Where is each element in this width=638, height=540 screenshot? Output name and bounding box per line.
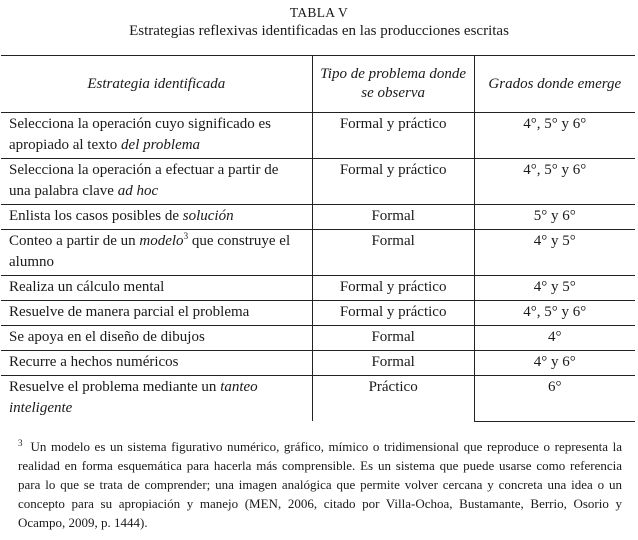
footnote-ref: 3 <box>183 231 189 241</box>
cell-strategy <box>1 326 312 351</box>
cell-grades: 4°, 5° y 6° <box>474 301 635 326</box>
cell-strategy <box>1 276 312 301</box>
strategy-emphasis: tanteo inteligente <box>9 379 258 416</box>
cell-grades: 4°, 5° y 6° <box>474 113 635 159</box>
cell-strategy <box>1 230 312 276</box>
cell-strategy <box>1 159 312 205</box>
header-grades: Grados donde emerge <box>474 56 635 113</box>
strategy-emphasis: solución <box>182 208 234 224</box>
table-header-row <box>1 56 635 113</box>
cell-strategy <box>1 301 312 326</box>
strategy-text: Enlista los casos posibles de <box>9 208 183 224</box>
table-caption <box>0 0 638 40</box>
table-row <box>1 326 635 351</box>
table-row <box>1 351 635 376</box>
cell-problem-type: Formal y práctico <box>312 301 474 326</box>
cell-problem-type: Práctico <box>312 376 474 422</box>
table-row <box>1 301 635 326</box>
table-row <box>1 159 635 205</box>
cell-grades: 4° y 5° <box>474 276 635 301</box>
footnote-text: Un modelo es un sistema figurativo numérico, gráfico, mímico o tridimensional que reproduce o representa la realidad en forma esquemática para hacerla más comprensible. Es un sistema que puede usarse como referencia para lo que se trata de comprender; una imagen analógica que permite volver cercana y concreta una idea o un concepto para su apropiación y manejo (MEN, 2006, citado por Villa-Ochoa, Bustamante, Berrio, Osorio y Ocampo, 2009, p. 1444). <box>18 439 622 530</box>
cell-grades: 5° y 6° <box>474 205 635 230</box>
cell-strategy <box>1 205 312 230</box>
table-row <box>1 376 635 422</box>
strategy-emphasis: ad hoc <box>117 183 159 199</box>
table-row <box>1 113 635 159</box>
cell-strategy <box>1 113 312 159</box>
strategy-text: Resuelve el problema mediante un <box>9 379 221 395</box>
table-label: TABLA V <box>289 5 349 20</box>
strategy-text-tail: que construye el alumno <box>9 233 291 270</box>
cell-strategy <box>1 351 312 376</box>
strategy-text: Resuelve de manera parcial el problema <box>9 304 250 320</box>
strategy-text: Recurre a hechos numéricos <box>9 354 179 370</box>
cell-grades: 6° <box>474 376 635 422</box>
cell-problem-type: Formal y práctico <box>312 113 474 159</box>
cell-grades: 4° y 6° <box>474 351 635 376</box>
cell-problem-type: Formal <box>312 351 474 376</box>
strategy-emphasis: modelo <box>139 233 184 249</box>
footnote <box>18 437 622 532</box>
cell-problem-type: Formal <box>312 205 474 230</box>
table-title: Estrategias reflexivas identificadas en las producciones escritas <box>129 23 509 39</box>
strategy-text: Realiza un cálculo mental <box>9 279 165 295</box>
cell-strategy <box>1 376 312 422</box>
cell-problem-type: Formal y práctico <box>312 159 474 205</box>
cell-problem-type: Formal y práctico <box>312 276 474 301</box>
cell-problem-type: Formal <box>312 326 474 351</box>
table-row <box>1 205 635 230</box>
cell-grades: 4° <box>474 326 635 351</box>
strategy-emphasis: del problema <box>121 137 201 153</box>
strategy-text: Selecciona la operación cuyo significado es apropiado al texto <box>9 116 271 153</box>
table-row <box>1 230 635 276</box>
cell-problem-type: Formal <box>312 230 474 276</box>
strategy-text: Conteo a partir de un <box>9 233 140 249</box>
footnote-marker: 3 <box>18 438 23 448</box>
strategies-table <box>1 55 635 422</box>
cell-grades: 4°, 5° y 6° <box>474 159 635 205</box>
strategy-text: Se apoya en el diseño de dibujos <box>9 329 205 345</box>
strategy-text: Selecciona la operación a efectuar a partir de una palabra clave <box>9 162 279 199</box>
cell-grades: 4° y 5° <box>474 230 635 276</box>
header-strategy: Estrategia identificada <box>87 75 226 92</box>
table-row <box>1 276 635 301</box>
header-problem-type: Tipo de problema donde se observa <box>312 56 474 113</box>
